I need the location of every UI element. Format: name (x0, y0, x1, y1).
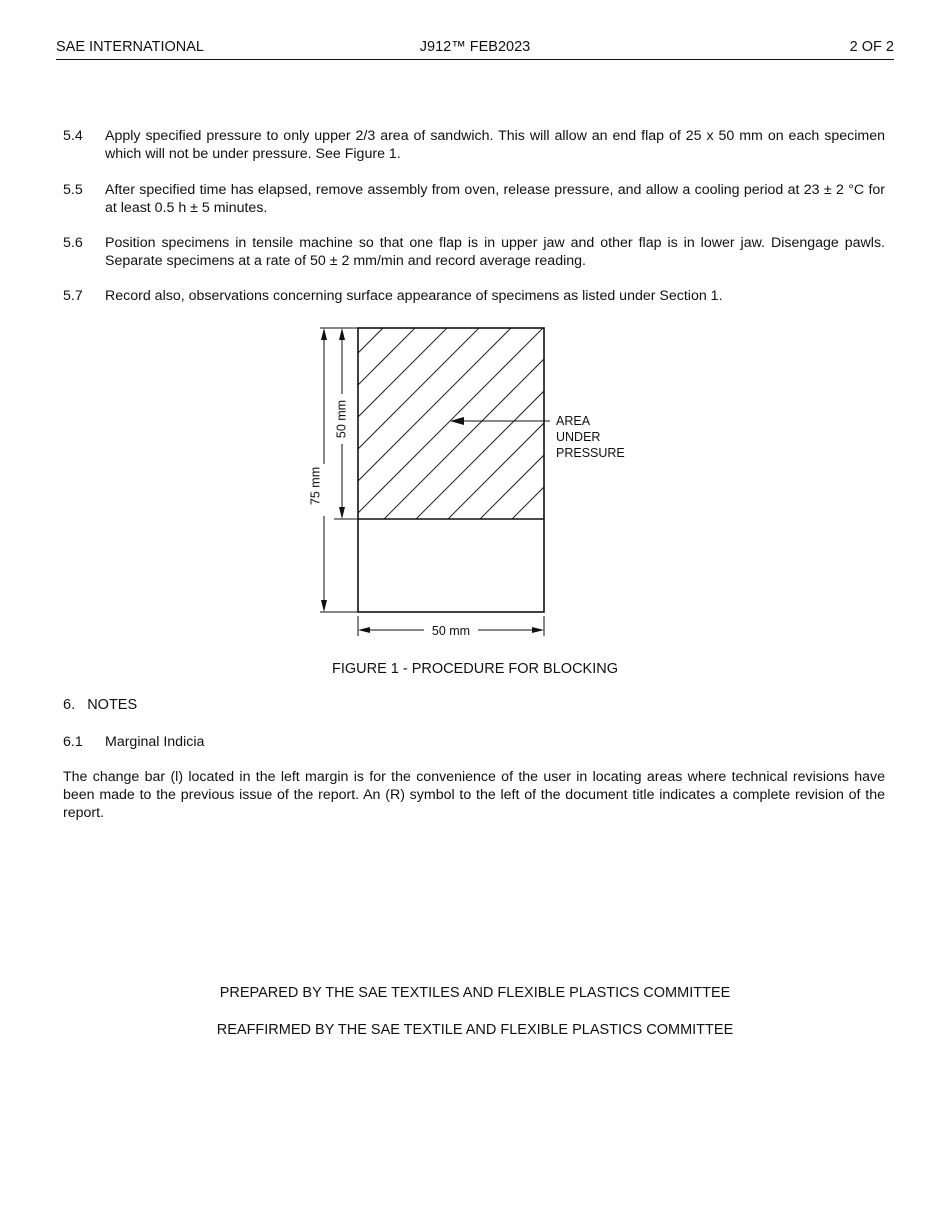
step-5-5 (63, 181, 885, 217)
step-number: 5.7 (63, 288, 83, 304)
step-number: 5.5 (63, 182, 83, 198)
pressure-area-leader-arrow (450, 417, 550, 425)
figure-1-blocking-diagram (300, 318, 660, 648)
pressure-area-hatching (300, 319, 660, 519)
subsection-title: Marginal Indicia (105, 734, 205, 750)
label-50mm-vertical: 50 mm (334, 399, 349, 439)
step-number: 5.4 (63, 128, 83, 144)
step-5-6 (63, 234, 885, 270)
header-doc-id: J912™ FEB2023 (419, 39, 531, 55)
specimen-outline (358, 328, 544, 612)
section-6-heading (63, 697, 137, 713)
step-text: After specified time has elapsed, remove assembly from oven, release pressure, and allow a cooling period at 23 ± 2 °C for at least 0.5 h ± 5 minutes. (105, 182, 885, 216)
label-under: UNDER (556, 430, 601, 444)
section-number: 6. (63, 697, 76, 713)
header-org: SAE INTERNATIONAL (56, 39, 204, 55)
step-5-7 (63, 287, 885, 305)
header-page-number: 2 OF 2 (849, 39, 894, 55)
subsection-6-1-heading (63, 733, 885, 751)
section-title: NOTES (87, 697, 138, 713)
subsection-number: 6.1 (63, 734, 83, 750)
label-pressure: PRESSURE (556, 446, 625, 460)
label-75mm: 75 mm (308, 466, 323, 506)
step-5-4 (63, 127, 885, 163)
marginal-indicia-text: The change bar (l) located in the left margin is for the convenience of the user in locating areas where technical revisions have been made to the previous issue of the report. An (R) symbol to the left of the document title indicates a complete revision of the report. (63, 769, 885, 821)
figure-1-svg (300, 318, 660, 648)
reaffirmed-by-line: REAFFIRMED BY THE SAE TEXTILE AND FLEXIBLE PLASTICS COMMITTEE (216, 1022, 734, 1038)
page-header (56, 39, 894, 60)
step-text: Record also, observations concerning surface appearance of specimens as listed under Section 1. (105, 288, 723, 304)
label-area: AREA (556, 414, 591, 428)
step-text: Apply specified pressure to only upper 2/3 area of sandwich. This will allow an end flap of 25 x 50 mm on each specimen which will not be under pressure. See Figure 1. (105, 128, 885, 162)
figure-caption: FIGURE 1 - PROCEDURE FOR BLOCKING (331, 661, 618, 677)
step-text: Position specimens in tensile machine so that one flap is in upper jaw and other flap is in lower jaw. Disengage pawls. Separate specimens at a rate of 50 ± 2 mm/min and record average reading. (105, 235, 885, 269)
step-number: 5.6 (63, 235, 83, 251)
prepared-by-line: PREPARED BY THE SAE TEXTILES AND FLEXIBLE PLASTICS COMMITTEE (219, 985, 731, 1001)
label-50mm-horizontal: 50 mm (431, 624, 471, 638)
